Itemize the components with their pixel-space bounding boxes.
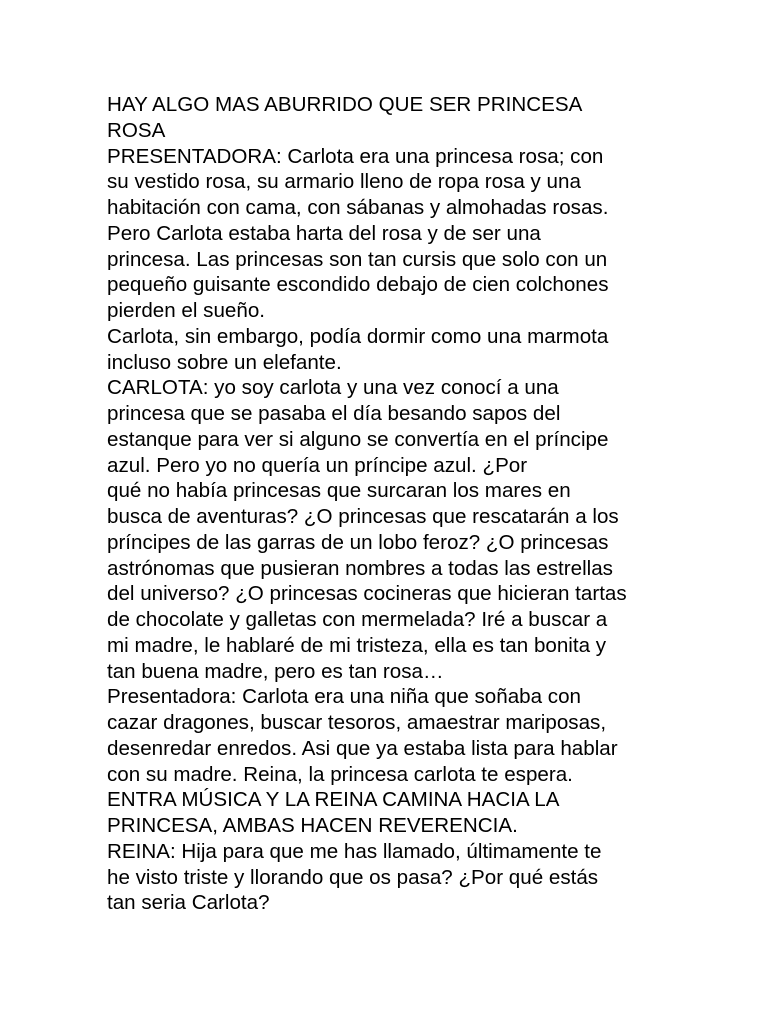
text-line: qué no había princesas que surcaran los mares en [107, 479, 571, 503]
text-line: CARLOTA: yo soy carlota y una vez conocí a una [107, 376, 559, 400]
title-line-2: ROSA [107, 118, 166, 142]
text-line: Pero Carlota estaba harta del rosa y de ser una [107, 221, 541, 245]
text-line: princesa que se pasaba el día besando sapos del [107, 402, 561, 425]
text-line: cazar dragones, buscar tesoros, amaestrar mariposas, [107, 711, 607, 734]
text-line: estanque para ver si alguno se convertía en el príncipe [107, 427, 609, 451]
text-line: mi madre, le hablaré de mi tristeza, ella es tan bonita y [107, 633, 607, 657]
text-line: Presentadora: Carlota era una niña que soñaba con [107, 685, 581, 709]
text-line: PRESENTADORA: Carlota era una princesa rosa; con [107, 144, 604, 168]
text-line: su vestido rosa, su armario lleno de ropa rosa y una [107, 170, 581, 194]
text-line: pequeño guisante escondido debajo de cien colchones [107, 273, 609, 297]
text-line: con su madre. Reina, la princesa carlota te espera. [107, 762, 573, 786]
text-line: busca de aventuras? ¿O princesas que rescatarán a los [107, 505, 619, 528]
text-line: tan buena madre, pero es tan rosa… [107, 659, 444, 683]
text-line: azul. Pero yo no quería un príncipe azul. ¿Por [107, 453, 528, 477]
text-line: princesa. Las princesas son tan cursis que solo con un [107, 247, 608, 271]
document-body [107, 92, 747, 916]
text-line: Carlota, sin embargo, podía dormir como una marmota [107, 324, 609, 348]
text-line: PRINCESA, AMBAS HACEN REVERENCIA. [107, 814, 518, 837]
text-line: desenredar enredos. Asi que ya estaba lista para hablar [107, 736, 618, 760]
text-line: habitación con cama, con sábanas y almohadas rosas. [107, 196, 609, 219]
text-line: ENTRA MÚSICA Y LA REINA CAMINA HACIA LA [107, 788, 560, 812]
text-line: príncipes de las garras de un lobo feroz? ¿O princesas [107, 530, 609, 554]
text-line: he visto triste y llorando que os pasa? ¿Por qué estás [107, 865, 599, 889]
text-line: de chocolate y galletas con mermelada? Iré a buscar a [107, 608, 608, 631]
title-line-1: HAY ALGO MAS ABURRIDO QUE SER PRINCESA [107, 93, 583, 116]
text-line: incluso sobre un elefante. [107, 350, 342, 374]
text-line: pierden el sueño. [107, 299, 266, 322]
text-line: REINA: Hija para que me has llamado, últimamente te [107, 839, 602, 863]
text-line: del universo? ¿O princesas cocineras que hicieran tartas [107, 582, 627, 606]
text-line: astrónomas que pusieran nombres a todas las estrellas [107, 556, 613, 580]
text-line: tan seria Carlota? [107, 891, 270, 915]
